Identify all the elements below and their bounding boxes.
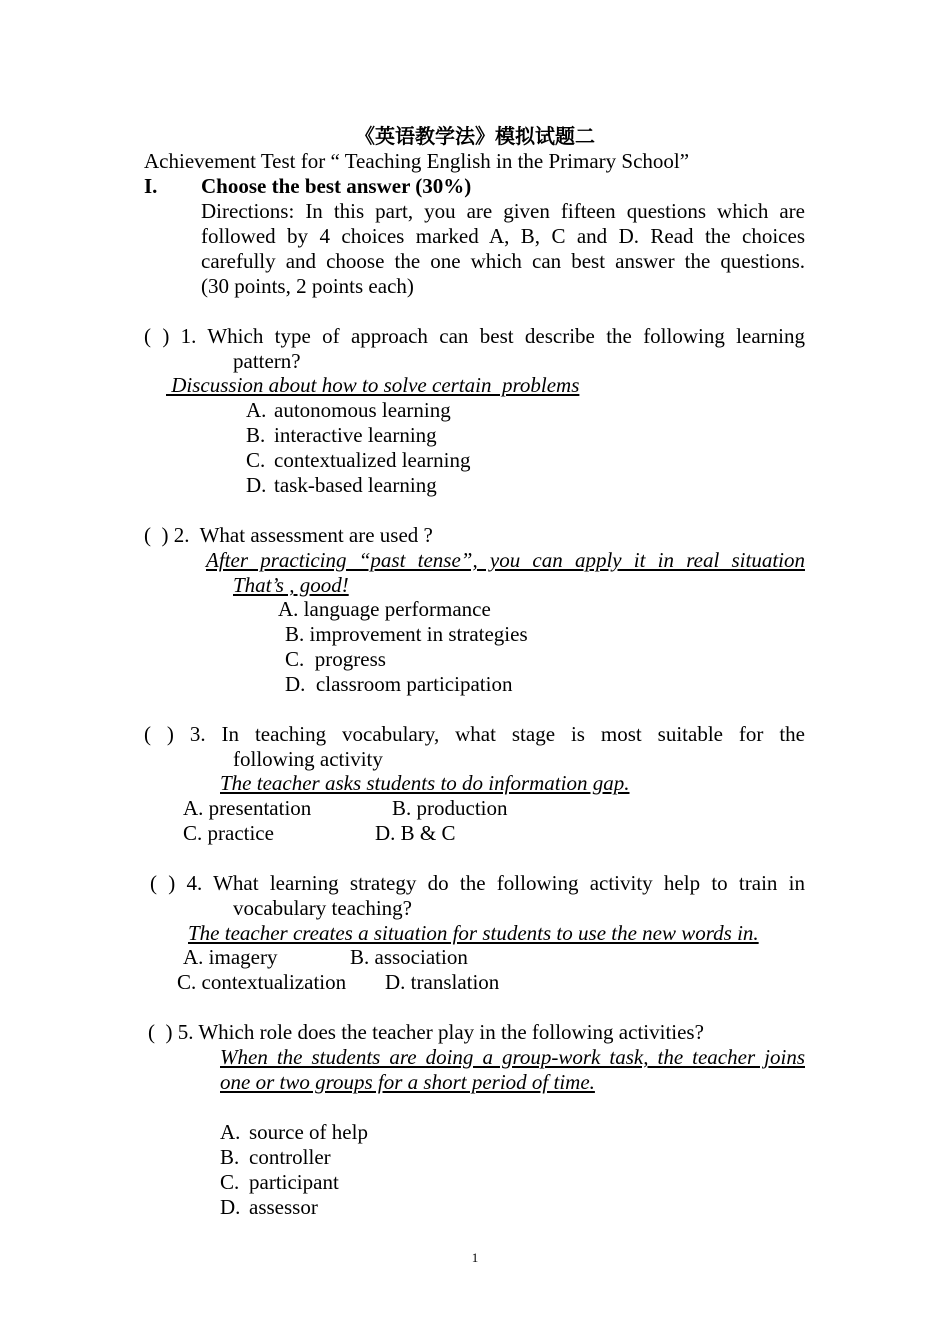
option-b: B. improvement in strategies bbox=[285, 622, 528, 646]
section-number: I. bbox=[144, 174, 158, 198]
option-a: A. imagery bbox=[183, 945, 278, 969]
directions-line: (30 points, 2 points each) bbox=[201, 274, 414, 298]
document-title: 《英语教学法》模拟试题二 bbox=[355, 124, 595, 148]
option-c-label: C. bbox=[220, 1170, 240, 1194]
question-2-prompt: After practicing “past tense”, you can apply it in real situation bbox=[206, 548, 805, 572]
question-5-stem: ( ) 5. Which role does the teacher play in the following activities? bbox=[148, 1020, 704, 1044]
section-heading: Choose the best answer (30%) bbox=[201, 174, 472, 198]
option-c-label: C. bbox=[246, 448, 266, 472]
option-c: C. practice bbox=[183, 821, 274, 845]
option-d: D. classroom participation bbox=[285, 672, 513, 696]
directions-line: followed by 4 choices marked A, B, C and D. Read the choices bbox=[201, 224, 805, 248]
option-c: C. contextualization bbox=[177, 970, 347, 994]
question-3-stem: ( ) 3. In teaching vocabulary, what stage is most suitable for the bbox=[144, 722, 805, 746]
document-subtitle: Achievement Test for “ Teaching English in the Primary School” bbox=[144, 149, 690, 173]
directions-line: carefully and choose the one which can best answer the questions. bbox=[201, 249, 805, 273]
question-2-prompt: That’s , good! bbox=[233, 573, 349, 597]
option-d-label: D. bbox=[246, 473, 267, 497]
option-b-label: B. bbox=[220, 1145, 240, 1169]
option-a: autonomous learning bbox=[274, 398, 451, 422]
question-4-prompt: The teacher creates a situation for students to use the new words in. bbox=[188, 921, 759, 945]
option-d: assessor bbox=[249, 1195, 318, 1219]
option-b: interactive learning bbox=[274, 423, 437, 447]
directions-line: Directions: In this part, you are given fifteen questions which are bbox=[201, 199, 805, 223]
option-b: B. production bbox=[392, 796, 508, 820]
option-d: task-based learning bbox=[274, 473, 437, 497]
option-a: A. presentation bbox=[183, 796, 312, 820]
question-2-stem: ( ) 2. What assessment are used ? bbox=[144, 523, 433, 547]
question-5-prompt: When the students are doing a group-work task, the teacher joins bbox=[220, 1045, 805, 1069]
option-a: source of help bbox=[249, 1120, 368, 1144]
option-b-label: B. bbox=[246, 423, 266, 447]
option-b: controller bbox=[249, 1145, 331, 1169]
question-5-prompt: one or two groups for a short period of time. bbox=[220, 1070, 595, 1094]
option-d: D. translation bbox=[385, 970, 500, 994]
question-1-stem: ( ) 1. Which type of approach can best describe the following learning bbox=[144, 324, 805, 348]
option-c: contextualized learning bbox=[274, 448, 471, 472]
question-1-stem: pattern? bbox=[233, 349, 301, 373]
option-a: A. language performance bbox=[278, 597, 491, 621]
page-number: 1 bbox=[471, 1250, 479, 1265]
question-4-stem: vocabulary teaching? bbox=[233, 896, 412, 920]
option-d: D. B & C bbox=[375, 821, 456, 845]
option-a-label: A. bbox=[246, 398, 267, 422]
question-4-stem: ( ) 4. What learning strategy do the following activity help to train in bbox=[150, 871, 805, 895]
question-1-prompt: Discussion about how to solve certain problems bbox=[166, 373, 580, 397]
option-a-label: A. bbox=[220, 1120, 241, 1144]
question-3-prompt: The teacher asks students to do information gap. bbox=[220, 771, 630, 795]
option-c: participant bbox=[249, 1170, 339, 1194]
option-b: B. association bbox=[350, 945, 468, 969]
option-c: C. progress bbox=[285, 647, 386, 671]
question-3-stem: following activity bbox=[233, 747, 383, 771]
option-d-label: D. bbox=[220, 1195, 241, 1219]
